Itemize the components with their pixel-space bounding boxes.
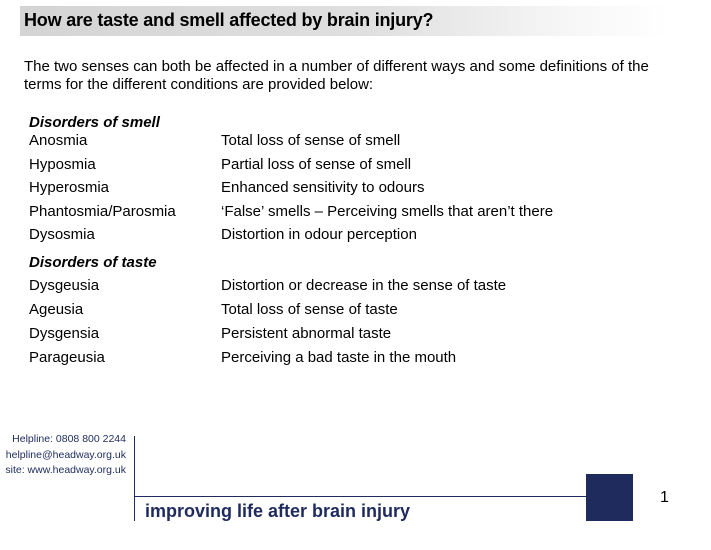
definition: Partial loss of sense of smell: [221, 155, 412, 173]
list-item: [29, 226, 669, 250]
definition: Perceiving a bad taste in the mouth: [221, 349, 457, 366]
list-item: [29, 179, 669, 203]
list-item: [29, 349, 669, 373]
term: Dysgeusia: [29, 277, 100, 294]
footer-horizontal-rule: [134, 496, 586, 497]
term: Phantosmia/Parosmia: [29, 202, 176, 220]
definition: Distortion or decrease in the sense of taste: [221, 277, 507, 294]
term: Hyposmia: [29, 155, 96, 173]
helpline-text: Helpline: 0808 800 2244: [12, 433, 126, 445]
brand-square: [586, 474, 633, 521]
website-text: site: www.headway.org.uk: [5, 464, 126, 476]
list-item: [29, 277, 669, 301]
list-item: [29, 301, 669, 325]
smell-disorders-list: [29, 132, 669, 250]
page-number: 1: [660, 489, 669, 506]
tagline: improving life after brain injury: [145, 501, 411, 521]
smell-disorders-heading: Disorders of smell: [29, 114, 160, 131]
list-item: [29, 203, 669, 227]
footer-vertical-rule: [134, 436, 135, 521]
email-text: helpline@headway.org.uk: [5, 449, 126, 461]
term: Dysgensia: [29, 325, 100, 342]
taste-disorders-heading: Disorders of taste: [29, 254, 157, 271]
taste-disorders-list: [29, 277, 669, 373]
list-item: [29, 156, 669, 180]
definition: Enhanced sensitivity to odours: [221, 179, 425, 196]
definition: Total loss of sense of taste: [221, 301, 398, 318]
list-item: [29, 325, 669, 349]
definition: Persistent abnormal taste: [221, 325, 392, 342]
definition: ‘False’ smells – Perceiving smells that aren’t there: [221, 202, 554, 220]
page-title: How are taste and smell affected by brain injury?: [24, 10, 434, 30]
term: Hyperosmia: [29, 179, 110, 196]
term: Ageusia: [29, 301, 84, 318]
term: Parageusia: [29, 349, 105, 366]
term: Anosmia: [29, 132, 88, 149]
list-item: [29, 132, 669, 156]
term: Dysosmia: [29, 226, 95, 243]
intro-paragraph: The two senses can both be affected in a number of different ways and some definitions of the terms for the different conditions are provided below:: [24, 58, 649, 93]
definition: Total loss of sense of smell: [221, 132, 401, 149]
definition: Distortion in odour perception: [221, 226, 417, 243]
